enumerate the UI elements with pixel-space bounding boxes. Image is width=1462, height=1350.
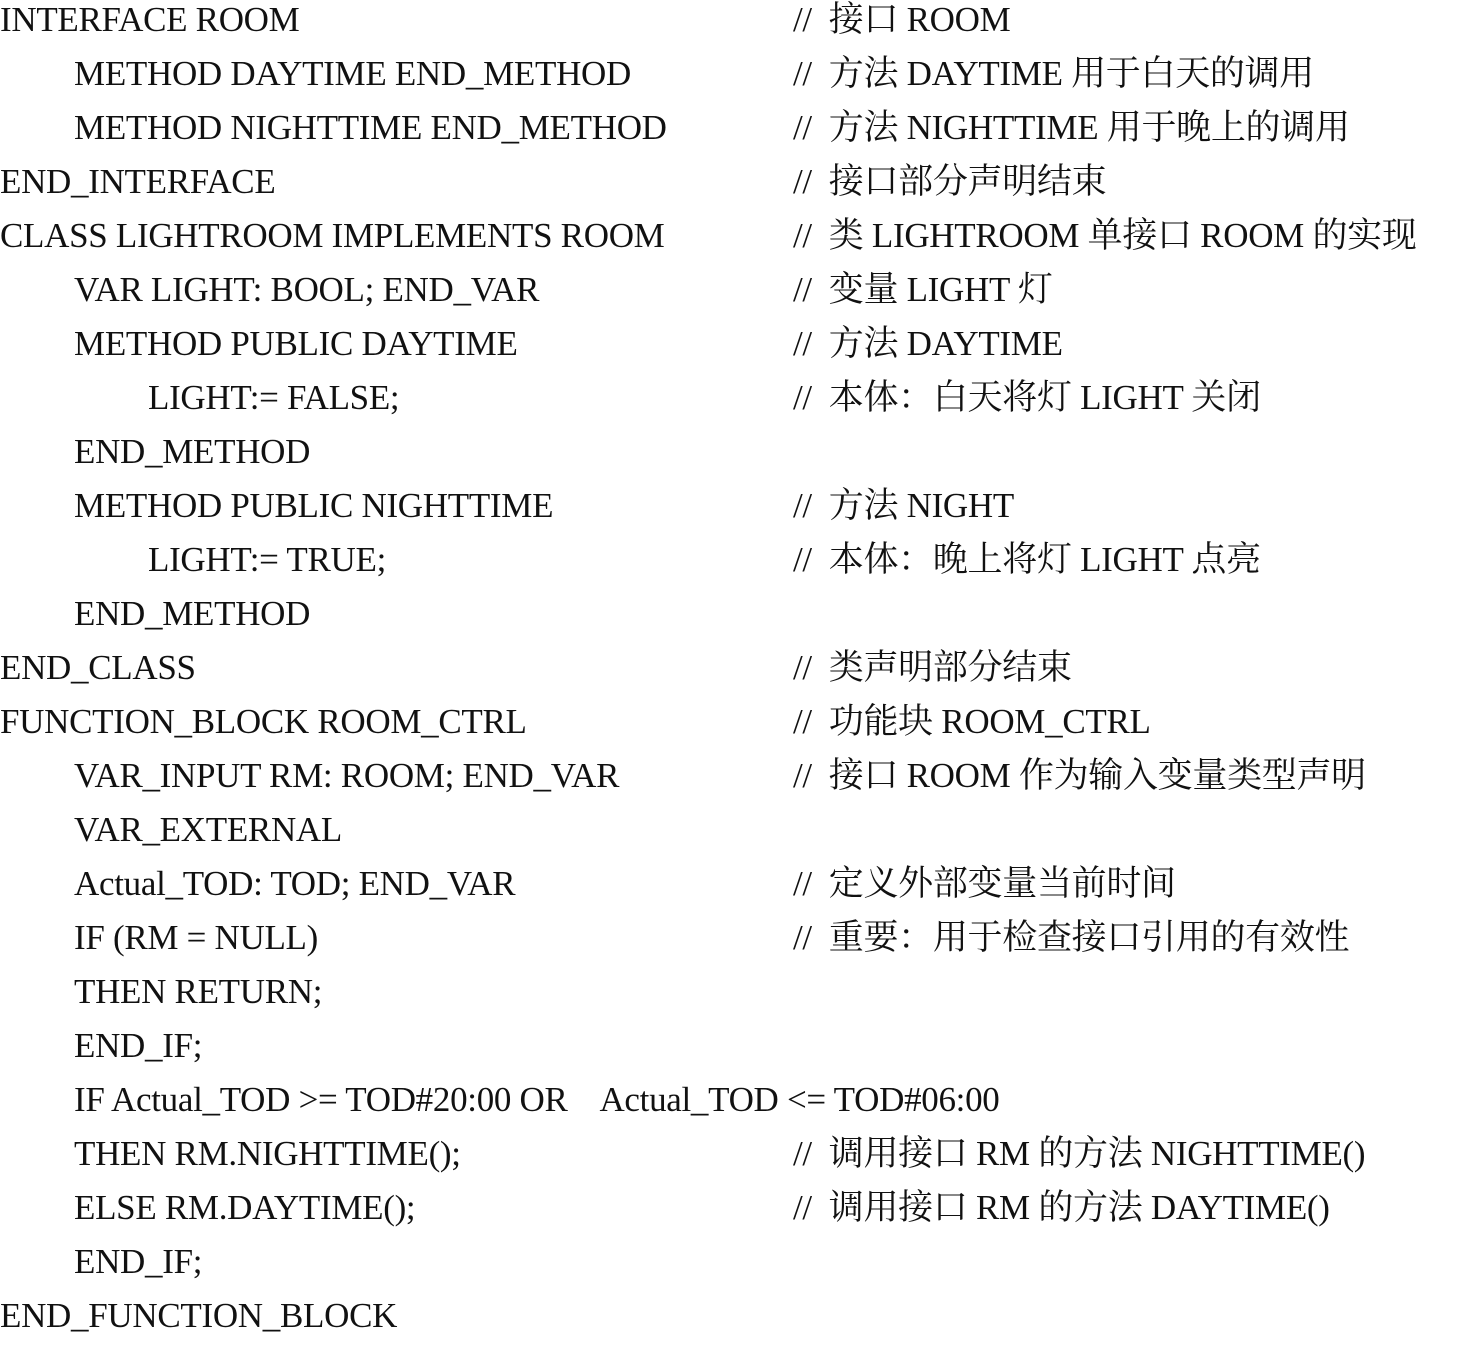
code-text: LIGHT:= TRUE;: [148, 540, 387, 579]
code-line: [0, 1026, 1462, 1080]
code-line: [0, 324, 1462, 378]
code-text: METHOD NIGHTTIME END_METHOD: [74, 108, 667, 147]
code-comment: // 调用接口 RM 的方法 NIGHTTIME(): [793, 1134, 1366, 1173]
code-line: [0, 540, 1462, 594]
code-text: METHOD DAYTIME END_METHOD: [74, 54, 631, 93]
code-text: FUNCTION_BLOCK ROOM_CTRL: [0, 702, 527, 741]
code-line: [0, 486, 1462, 540]
code-line: [0, 864, 1462, 918]
code-text: LIGHT:= FALSE;: [148, 378, 400, 417]
code-comment: // 类声明部分结束: [793, 648, 1072, 687]
code-comment: // 重要：用于检查接口引用的有效性: [793, 918, 1350, 957]
code-comment: // 功能块 ROOM_CTRL: [793, 702, 1151, 741]
code-line: [0, 918, 1462, 972]
code-comment: // 本体：晚上将灯 LIGHT 点亮: [793, 540, 1261, 579]
code-line: [0, 972, 1462, 1026]
code-text: CLASS LIGHTROOM IMPLEMENTS ROOM: [0, 216, 665, 255]
code-line: [0, 1134, 1462, 1188]
code-line: [0, 702, 1462, 756]
code-text: VAR LIGHT: BOOL; END_VAR: [74, 270, 540, 309]
code-comment: // 本体：白天将灯 LIGHT 关闭: [793, 378, 1261, 417]
code-comment: // 接口 ROOM: [793, 0, 1011, 39]
code-text: THEN RETURN;: [74, 972, 323, 1011]
code-line: [0, 216, 1462, 270]
code-text: END_FUNCTION_BLOCK: [0, 1296, 398, 1335]
code-comment: // 类 LIGHTROOM 单接口 ROOM 的实现: [793, 216, 1417, 255]
code-line: [0, 432, 1462, 486]
code-line: [0, 648, 1462, 702]
code-line: [0, 1080, 1462, 1134]
code-text: ELSE RM.DAYTIME();: [74, 1188, 416, 1227]
code-text: INTERFACE ROOM: [0, 0, 300, 39]
code-comment: // 方法 DAYTIME: [793, 324, 1063, 363]
code-text: IF (RM = NULL): [74, 918, 318, 957]
code-line: [0, 54, 1462, 108]
code-text: END_IF;: [74, 1242, 203, 1281]
code-text: IF Actual_TOD >= TOD#20:00 OR Actual_TOD <= TOD#06:00: [74, 1080, 1000, 1119]
code-text: END_METHOD: [74, 432, 311, 471]
code-line: [0, 756, 1462, 810]
code-line: [0, 1188, 1462, 1242]
code-comment: // 方法 DAYTIME 用于白天的调用: [793, 54, 1314, 93]
code-line: [0, 1296, 1462, 1350]
code-text: VAR_INPUT RM: ROOM; END_VAR: [74, 756, 620, 795]
code-text: VAR_EXTERNAL: [74, 810, 342, 849]
code-comment: // 方法 NIGHT: [793, 486, 1014, 525]
code-line: [0, 270, 1462, 324]
code-comment: // 接口 ROOM 作为输入变量类型声明: [793, 756, 1366, 795]
code-line: [0, 810, 1462, 864]
code-line: [0, 378, 1462, 432]
code-text: END_METHOD: [74, 594, 311, 633]
code-text: END_IF;: [74, 1026, 203, 1065]
code-comment: // 方法 NIGHTTIME 用于晚上的调用: [793, 108, 1350, 147]
code-line: [0, 162, 1462, 216]
code-text: END_INTERFACE: [0, 162, 276, 201]
code-line: [0, 0, 1462, 54]
code-line: [0, 108, 1462, 162]
code-text: END_CLASS: [0, 648, 196, 687]
code-comment: // 定义外部变量当前时间: [793, 864, 1176, 903]
code-line: [0, 594, 1462, 648]
code-comment: // 接口部分声明结束: [793, 162, 1107, 201]
code-line: [0, 1242, 1462, 1296]
code-comment: // 调用接口 RM 的方法 DAYTIME(): [793, 1188, 1330, 1227]
code-text: THEN RM.NIGHTTIME();: [74, 1134, 461, 1173]
code-comment: // 变量 LIGHT 灯: [793, 270, 1053, 309]
code-text: METHOD PUBLIC NIGHTTIME: [74, 486, 554, 525]
code-text: METHOD PUBLIC DAYTIME: [74, 324, 518, 363]
code-text: Actual_TOD: TOD; END_VAR: [74, 864, 516, 903]
